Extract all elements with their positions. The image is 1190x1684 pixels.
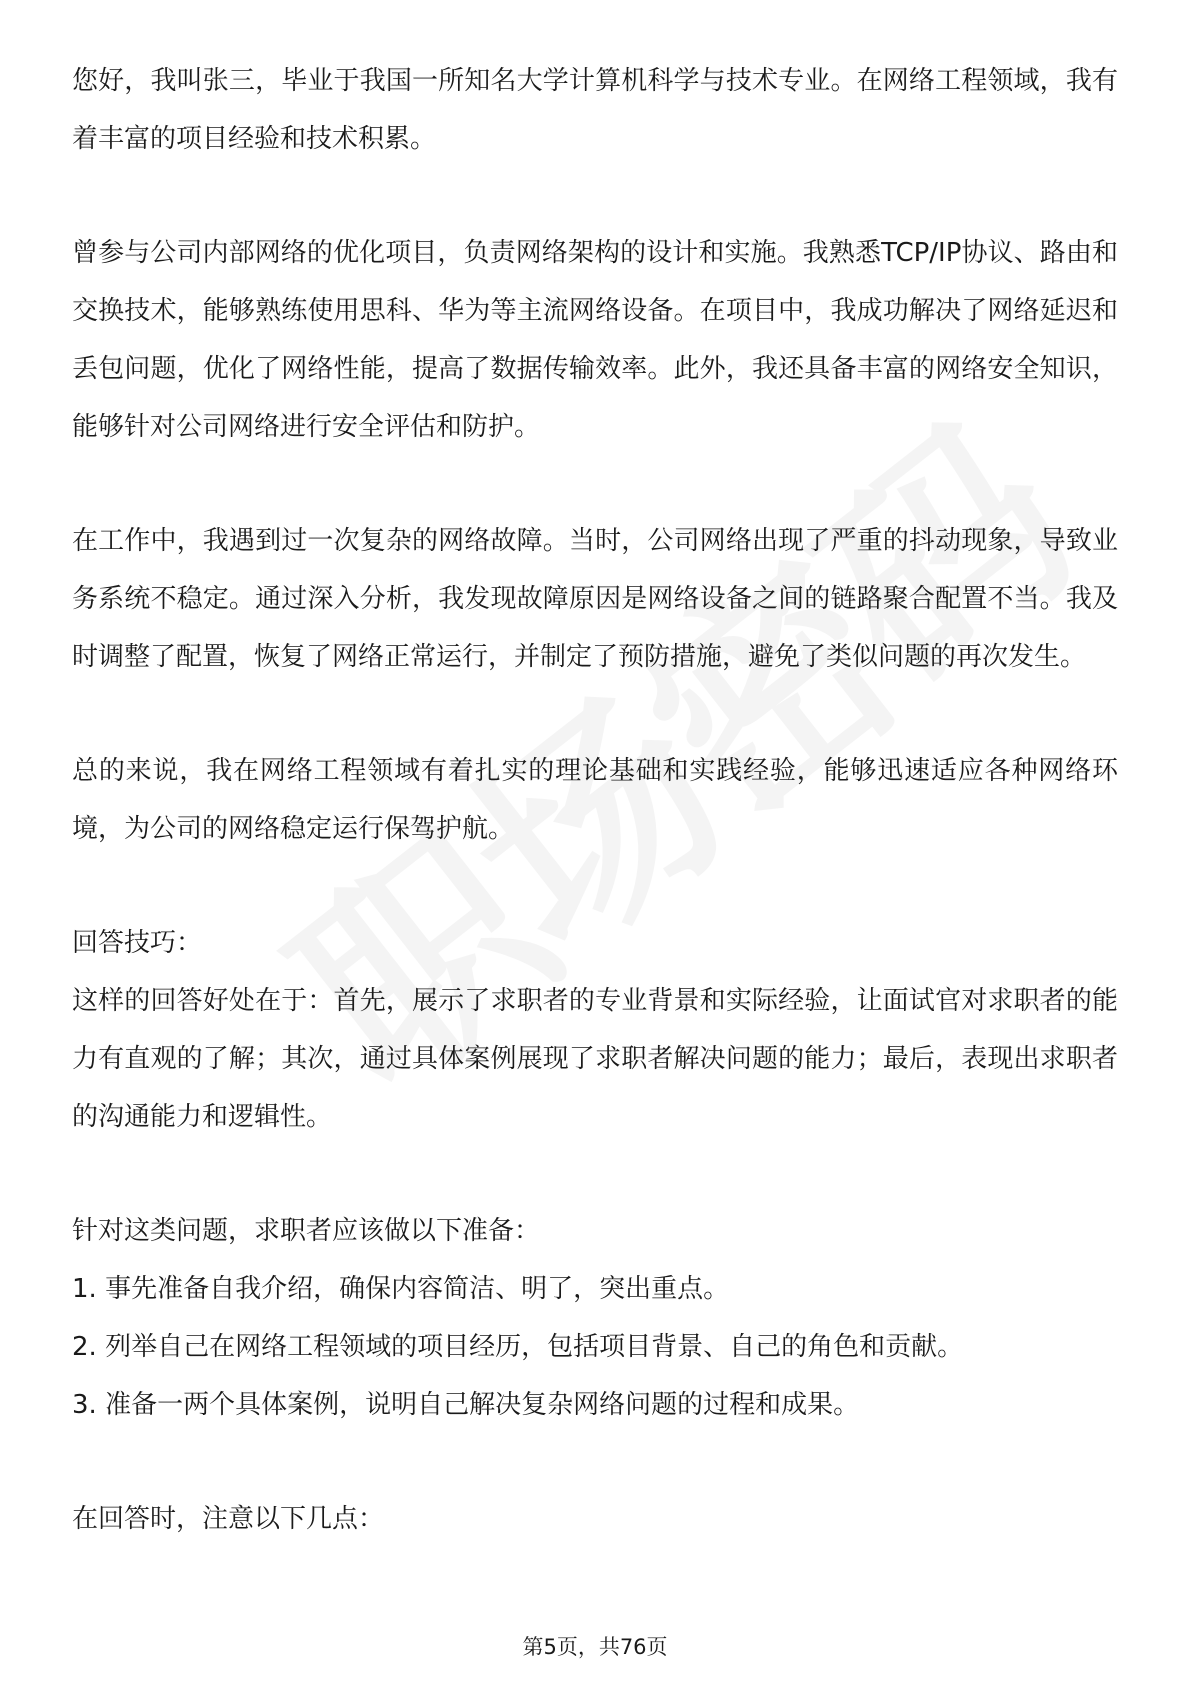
- prep-item-3: 3. 准备一两个具体案例，说明自己解决复杂网络问题的过程和成果。: [72, 1390, 860, 1420]
- tips-body: 这样的回答好处在于：首先，展示了求职者的专业背景和实际经验，让面试官对求职者的能力有直观的了解；其次，通过具体案例展现了求职者解决问题的能力；最后，表现出求职者的沟通能力和逻辑性。: [72, 986, 1118, 1132]
- tips-heading: 回答技巧：: [72, 928, 203, 958]
- document-body: [72, 52, 1118, 1548]
- paragraph-project: 曾参与公司内部网络的优化项目，负责网络架构的设计和实施。我熟悉TCP/IP协议、路由和交换技术，能够熟练使用思科、华为等主流网络设备。在项目中，我成功解决了网络延迟和丢包问题，优化了网络性能，提高了数据传输效率。此外，我还具备丰富的网络安全知识，能够针对公司网络进行安全评估和防护。: [72, 238, 1118, 442]
- prep-item-2: 2. 列举自己在网络工程领域的项目经历，包括项目背景、自己的角色和贡献。: [72, 1332, 964, 1362]
- page-number: 第5页，共76页: [522, 1635, 668, 1659]
- paragraph-summary: 总的来说，我在网络工程领域有着扎实的理论基础和实践经验，能够迅速适应各种网络环境，为公司的网络稳定运行保驾护航。: [72, 756, 1118, 844]
- paragraph-intro: 您好，我叫张三，毕业于我国一所知名大学计算机科学与技术专业。在网络工程领域，我有着丰富的项目经验和技术积累。: [72, 66, 1118, 154]
- spacer: [72, 1434, 1118, 1490]
- paragraph-incident: 在工作中，我遇到过一次复杂的网络故障。当时，公司网络出现了严重的抖动现象，导致业务系统不稳定。通过深入分析，我发现故障原因是网络设备之间的链路聚合配置不当。我及时调整了配置，恢复了网络正常运行，并制定了预防措施，避免了类似问题的再次发生。: [72, 526, 1118, 672]
- prep-item-1: 1. 事先准备自我介绍，确保内容简洁、明了，突出重点。: [72, 1274, 730, 1304]
- prep-heading: 针对这类问题，求职者应该做以下准备：: [72, 1216, 541, 1246]
- notes-heading: 在回答时，注意以下几点：: [72, 1504, 385, 1534]
